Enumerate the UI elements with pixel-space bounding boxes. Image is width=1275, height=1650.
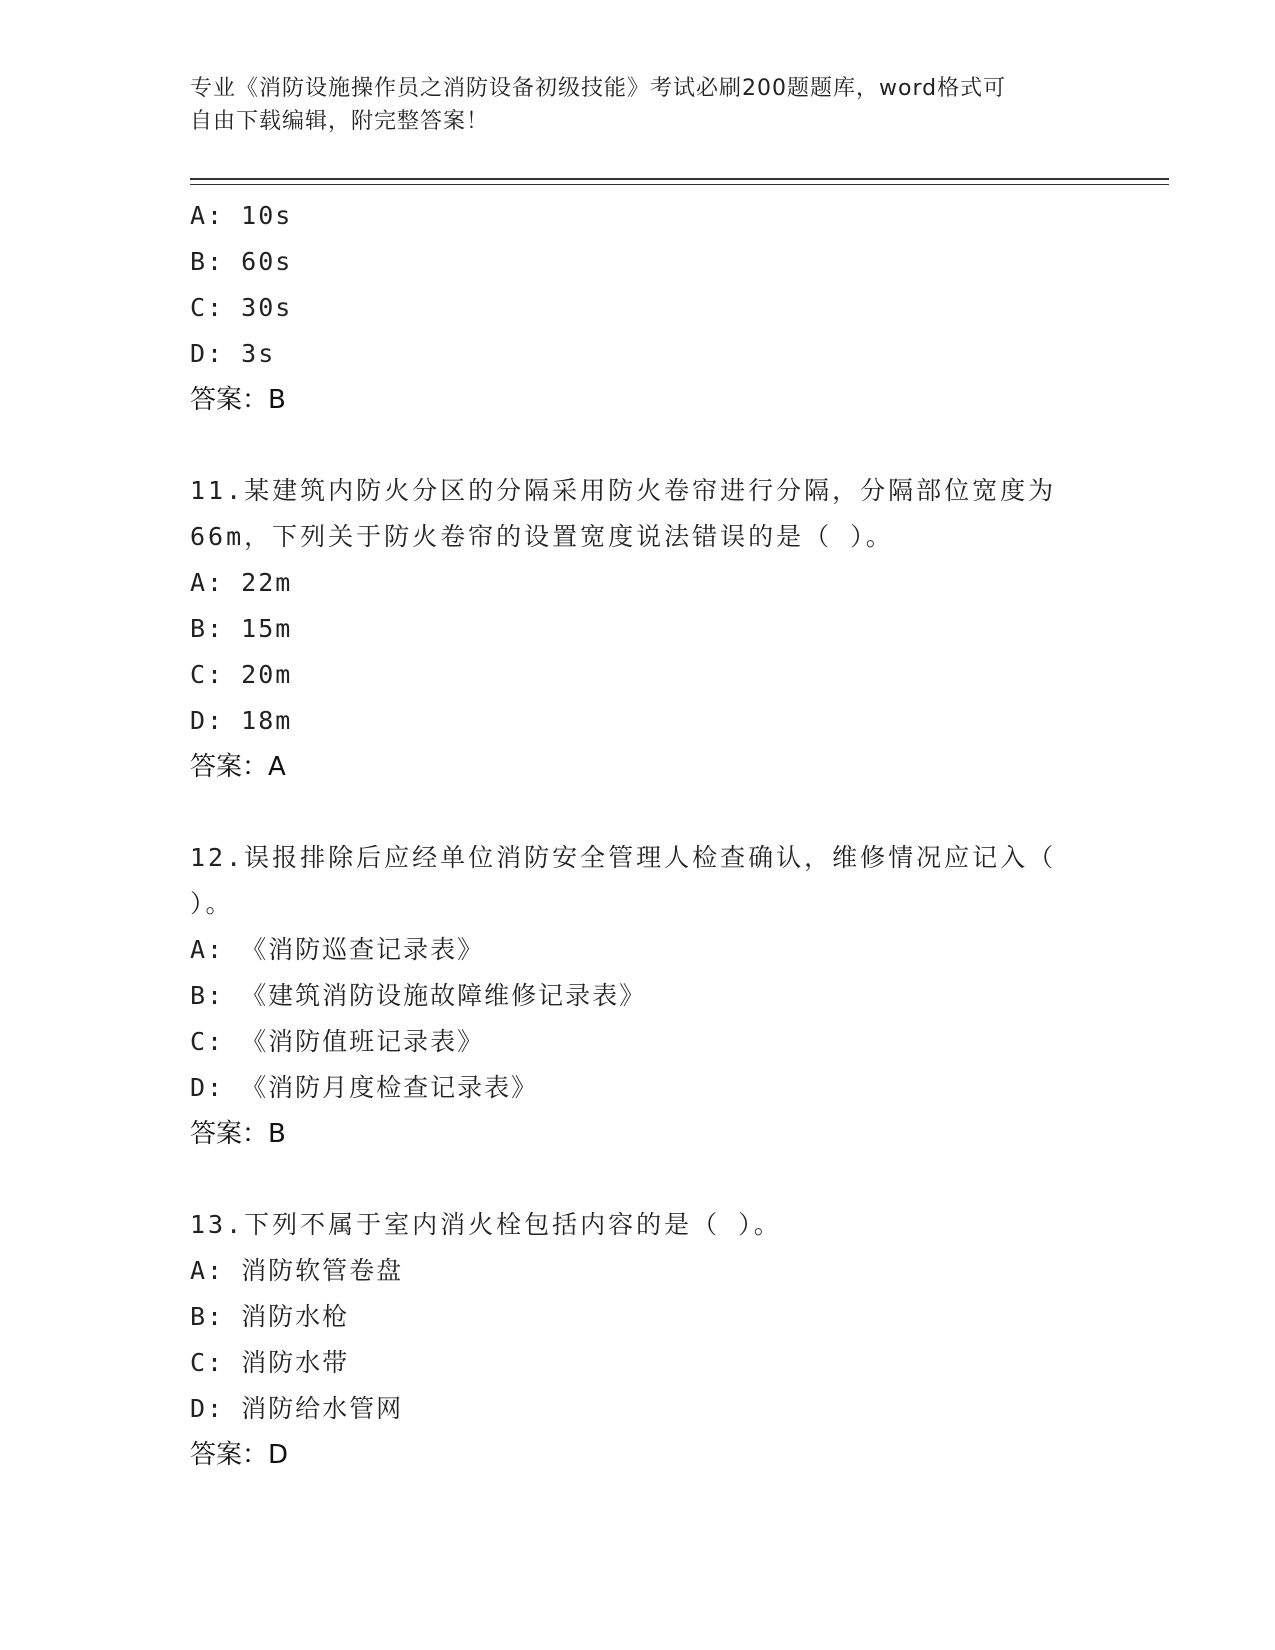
- answer-label: 答案：B: [190, 385, 286, 415]
- question-12: [190, 835, 1090, 1157]
- option-c: C: 消防水带: [190, 1348, 350, 1377]
- question-10: [190, 193, 1090, 423]
- header-line-2: 自由下载编辑，附完整答案！: [190, 109, 490, 134]
- option-a: A: 22m: [190, 568, 293, 597]
- option-c: C: 20m: [190, 660, 293, 689]
- question-stem-line-1: 13.下列不属于室内消火栓包括内容的是（ ）。: [190, 1210, 782, 1239]
- option-b: B: 消防水枪: [190, 1302, 350, 1331]
- option-d: D: 消防给水管网: [190, 1394, 404, 1423]
- header-divider-thin: [190, 184, 1169, 185]
- question-stem-line-1: 12.误报排除后应经单位消防安全管理人检查确认，维修情况应记入（: [190, 843, 1057, 872]
- option-d: D: 《消防月度检查记录表》: [190, 1073, 539, 1102]
- question-stem-line-2: 66m，下列关于防火卷帘的设置宽度说法错误的是（ ）。: [190, 522, 894, 551]
- answer-label: 答案：D: [190, 1440, 289, 1470]
- option-d: D: 18m: [190, 706, 293, 735]
- answer-label: 答案：B: [190, 1119, 286, 1149]
- option-a: A: 《消防巡查记录表》: [190, 935, 485, 964]
- question-stem-line-1: 11.某建筑内防火分区的分隔采用防火卷帘进行分隔，分隔部位宽度为: [190, 476, 1057, 505]
- option-b: B: 15m: [190, 614, 293, 643]
- question-stem-line-2: ）。: [190, 889, 234, 918]
- answer-label: 答案：A: [190, 752, 286, 782]
- document-header: [190, 72, 1090, 138]
- option-c: C: 30s: [190, 293, 293, 322]
- question-11: [190, 468, 1090, 790]
- option-d: D: 3s: [190, 339, 276, 368]
- option-a: A: 消防软管卷盘: [190, 1256, 404, 1285]
- option-c: C: 《消防值班记录表》: [190, 1027, 485, 1056]
- option-a: A: 10s: [190, 201, 293, 230]
- option-b: B: 60s: [190, 247, 293, 276]
- header-divider-thick: [190, 178, 1169, 180]
- header-line-1: 专业《消防设施操作员之消防设备初级技能》考试必刷200题题库，word格式可: [190, 76, 1007, 101]
- option-b: B: 《建筑消防设施故障维修记录表》: [190, 981, 647, 1010]
- question-13: [190, 1202, 1090, 1478]
- question-list: [190, 193, 1090, 1478]
